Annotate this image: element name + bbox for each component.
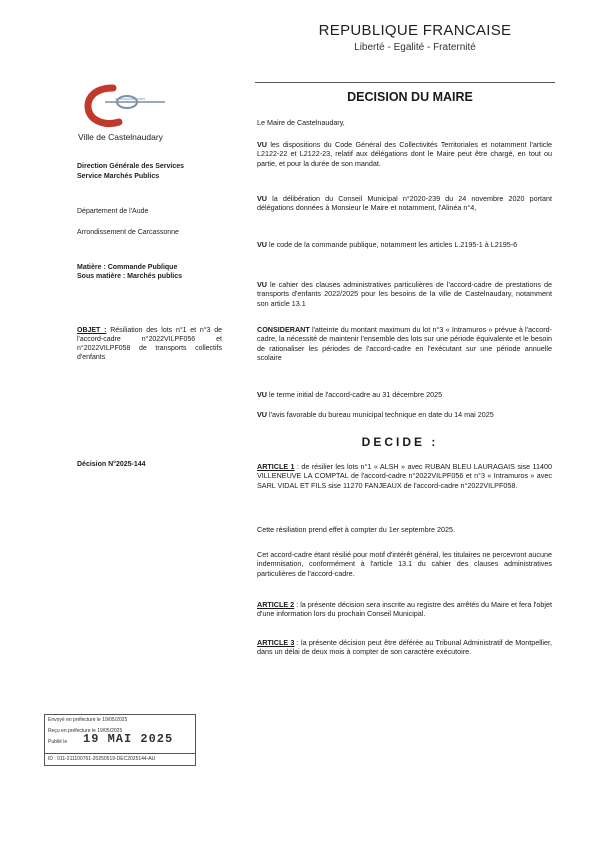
considerant-paragraph	[257, 325, 552, 363]
decision-title: DECISION DU MAIRE	[347, 90, 473, 104]
objet-block	[77, 326, 222, 362]
vu-keyword: VU	[257, 280, 267, 289]
stamp-date: 19 MAI 2025	[83, 732, 174, 746]
stamp-divider	[45, 753, 195, 754]
article-3-label: ARTICLE 3	[257, 638, 295, 647]
vu-paragraph-5	[257, 390, 552, 399]
arrondissement: Arrondissement de Carcassonne	[77, 229, 179, 236]
considerant-text: l'atteinte du montant maximum du lot n°3 « Intramuros » prévue à l'accord-cadre, la nécessité de maintenir l'ensemble des lots sur une période équivalente et le besoin de rationaliser les périodes de l'accord-cadre en l'exécutant sur une période annuelle scolaire	[257, 325, 552, 363]
stamp-published-label: Publié le	[48, 739, 68, 745]
considerant-keyword: CONSIDERANT	[257, 325, 310, 334]
article-2-label: ARTICLE 2	[257, 600, 295, 609]
article-1-text: : de résilier les lots n°1 « ALSH » avec RUBAN BLEU LAURAGAIS sise 11400 VILLENEUVE LA COMPTAL de l'accord-cadre n°2022VILPF056 et n°3 « Intramuros » avec SARL VIDAL ET FILS sise 11270 FANJEAUX de l'accord-cadre n°2022VILPF058.	[257, 462, 552, 490]
article-1	[257, 462, 552, 490]
vu-keyword: VU	[257, 240, 267, 249]
stamp-sent: Envoyé en préfecture le 19/05/2025	[48, 717, 128, 723]
intro-line: Le Maire de Castelnaudary,	[257, 118, 345, 127]
city-logo	[75, 82, 170, 130]
objet-text: Résiliation des lots n°1 et n°3 de l'accord-cadre n°2022VILPF056 et n°2022VILPF058 de transports collectifs d'enfants	[77, 327, 223, 361]
article-3	[257, 638, 552, 657]
vu-paragraph-1	[257, 140, 552, 168]
stamp-received: Reçu en préfecture le 19/05/2025	[48, 728, 123, 734]
header-divider	[255, 82, 555, 83]
vu-text: le code de la commande publique, notamment les articles L.2195-1 à L2195-6	[267, 240, 518, 249]
matiere-line-2: Sous matière : Marchés publics	[77, 273, 183, 280]
stamp-id: ID : 011-211100761-20250519-DEC2025144-AU	[48, 756, 156, 762]
vu-text: le cahier des clauses administratives particulières de l'accord-cadre de prestations de transports d'enfants 2022/2025 pour les besoins de la ville de Castelnaudary, notamment son article 13.1	[257, 280, 552, 308]
vu-paragraph-6	[257, 410, 552, 419]
prefecture-stamp	[44, 714, 196, 766]
vu-paragraph-3	[257, 240, 552, 249]
article-1-label: ARTICLE 1	[257, 462, 295, 471]
vu-text: l'avis favorable du bureau municipal technique en date du 14 mai 2025	[267, 410, 494, 419]
republic-motto: Liberté - Egalité - Fraternité	[354, 42, 476, 53]
article-2-text: : la présente décision sera inscrite au registre des arrêtés du Maire et fera l'objet d'une information lors du prochain Conseil Municipal.	[257, 600, 552, 619]
logo-caption: Ville de Castelnaudary	[78, 132, 163, 142]
vu-paragraph-2	[257, 194, 552, 213]
vu-text: le terme initial de l'accord-cadre au 31 décembre 2025	[267, 390, 443, 399]
objet-label: OBJET :	[77, 327, 107, 334]
direction-line-1: Direction Générale des Services	[77, 163, 184, 170]
departement: Département de l'Aude	[77, 208, 149, 215]
direction-line-2: Service Marchés Publics	[77, 173, 160, 180]
vu-keyword: VU	[257, 390, 267, 399]
article-2	[257, 600, 552, 619]
vu-paragraph-4	[257, 280, 552, 308]
republic-title: REPUBLIQUE FRANCAISE	[318, 22, 512, 39]
article-1-indemnity: Cet accord-cadre étant résilié pour motif d'intérêt général, les titulaires ne percevront aucune indemnisation, conformément à l'article 13.1 du cahier des clauses administratives particulières de l'accord-cadre.	[257, 550, 552, 578]
vu-text: la délibération du Conseil Municipal n°2020-239 du 24 novembre 2020 portant délégations données à Monsieur le Maire et notamment, l'Alinéa n°4,	[257, 194, 552, 213]
decision-number: Décision N°2025-144	[77, 461, 146, 468]
article-1-effect: Cette résiliation prend effet à compter du 1er septembre 2025.	[257, 525, 456, 534]
vu-text: les dispositions du Code Général des Collectivités Territoriales et notamment l'article L2122-22 et L2122-23, relatif aux délégations dont le Maire peut être chargé, en tout ou partie, et pour la durée de son mandat.	[257, 140, 552, 168]
vu-keyword: VU	[257, 194, 267, 203]
vu-keyword: VU	[257, 410, 267, 419]
vu-keyword: VU	[257, 140, 267, 149]
matiere-line-1: Matière : Commande Publique	[77, 264, 178, 271]
decide-heading: DECIDE :	[361, 435, 439, 449]
article-3-text: : la présente décision peut être déférée au Tribunal Administratif de Montpellier, dans un délai de deux mois à compter de son caractère exécutoire.	[257, 638, 553, 657]
